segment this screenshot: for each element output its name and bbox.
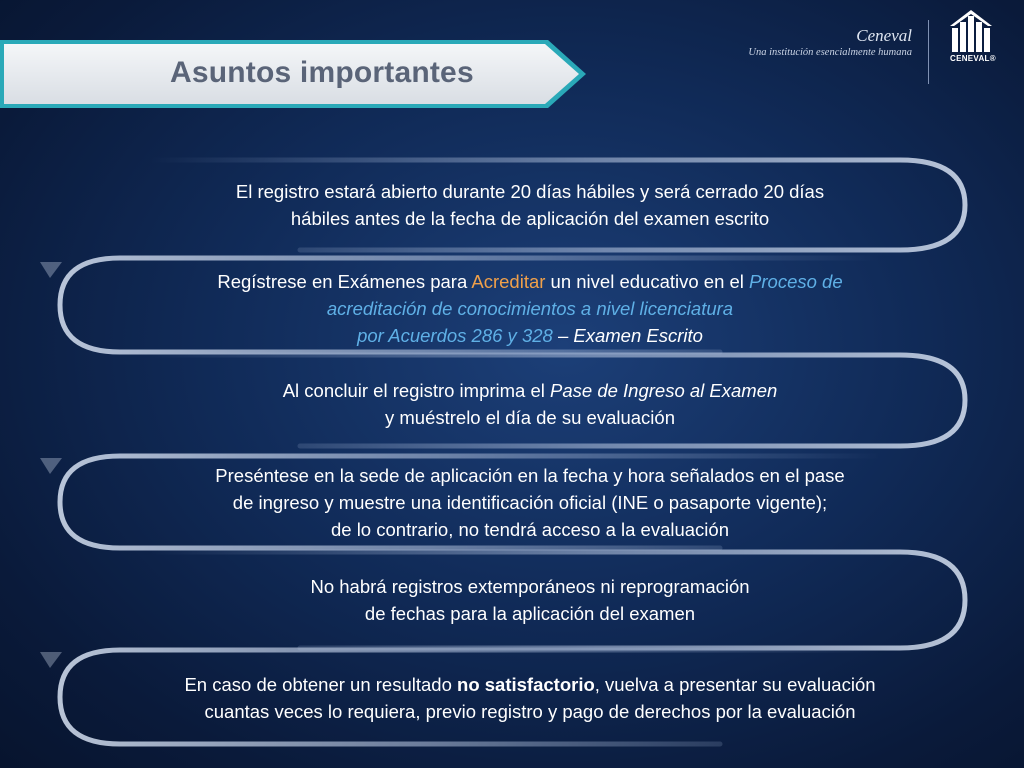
item-text: Pase de Ingreso al Examen — [550, 380, 778, 401]
page-title: Asuntos importantes — [170, 56, 474, 89]
list-item — [120, 377, 940, 431]
item-line: El registro estará abierto durante 20 días hábiles y será cerrado 20 días — [235, 181, 825, 202]
item-text: no satisfactorio — [457, 674, 595, 695]
list-item — [120, 462, 940, 543]
brand-tagline: Una institución esencialmente humana — [748, 47, 912, 58]
list-item — [120, 268, 940, 349]
item-text: – — [552, 325, 574, 346]
acuerdos-link[interactable]: por Acuerdos 286 y 328 — [357, 325, 553, 346]
item-line: No habrá registros extemporáneos ni reprogramación — [310, 576, 750, 597]
item-line: y muéstrelo el día de su evaluación — [384, 407, 675, 428]
item-line: de ingreso y muestre una identificación oficial (INE o pasaporte vigente); — [232, 492, 828, 513]
item-line: de lo contrario, no tendrá acceso a la evaluación — [330, 519, 729, 540]
process-link-line[interactable]: acreditación de conocimientos a nivel licenciatura — [326, 298, 734, 319]
item-line — [120, 377, 940, 404]
item-text: Examen Escrito — [573, 325, 703, 346]
item-line — [120, 268, 940, 295]
brand-block — [748, 26, 912, 58]
item-line — [120, 322, 940, 349]
acreditar-link[interactable]: Acreditar — [471, 271, 546, 292]
item-line — [120, 671, 940, 698]
process-link[interactable]: Proceso de — [749, 271, 843, 292]
item-line: cuantas veces lo requiera, previo registro y pago de derechos por la evaluación — [204, 701, 856, 722]
item-line: hábiles antes de la fecha de aplicación del examen escrito — [290, 208, 770, 229]
item-line: Preséntese en la sede de aplicación en la fecha y hora señalados en el pase — [215, 465, 845, 486]
brand-divider — [928, 20, 929, 84]
item-text: Al concluir el registro imprima el — [282, 380, 551, 401]
list-item — [120, 178, 940, 232]
item-text: , vuelva a presentar su evaluación — [594, 674, 876, 695]
list-item — [120, 671, 940, 725]
item-line: de fechas para la aplicación del examen — [364, 603, 696, 624]
item-text: En caso de obtener un resultado — [184, 674, 458, 695]
brand-name: Ceneval — [856, 26, 912, 45]
logo-label: CENEVAL® — [950, 54, 996, 63]
item-text: un nivel educativo en el — [545, 271, 750, 292]
item-text: Regístrese en Exámenes para — [217, 271, 472, 292]
list-item — [120, 573, 940, 627]
